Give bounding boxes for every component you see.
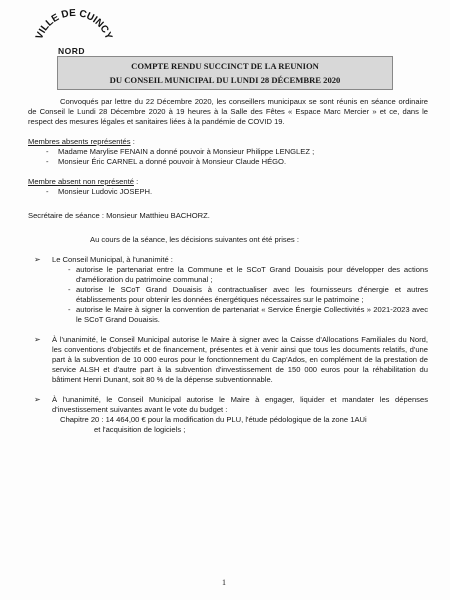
absent-represented-item: - Monsieur Éric CARNEL a donné pouvoir à Monsieur Claude HÉGO. [28,157,428,167]
decision-item-3: ➢ À l'unanimité, le Conseil Municipal autorise le Maire à engager, liquider et mandater les dépenses d'investissement suivantes avant le vote du budget : [34,395,428,414]
arrow-right-icon: ➢ [34,255,41,264]
title-line-2: DU CONSEIL MUNICIPAL DU LUNDI 28 DÉCEMBRE 2020 [109,75,341,85]
decision-1-subitem: - autorise le Maire à signer la convention de partenariat « Service Énergie Collectivités » 2021-2023 avec le SCoT Grand Douaisis. [28,305,428,325]
decision-1-subitem: - autorise le partenariat entre la Commune et le SCoT Grand Douaisis pour développer des actions d'amélioration du patrimoine communal ; [28,265,428,285]
page-number: 1 [222,578,226,587]
arrow-right-icon: ➢ [34,335,41,344]
document-body [28,97,428,435]
document-title [57,56,393,90]
secretary-line: Secrétaire de séance : Monsieur Matthieu BACHORZ. [28,211,210,220]
arrow-right-icon: ➢ [34,395,41,404]
intro-paragraph: Convoqués par lettre du 22 Décembre 2020, les conseillers municipaux se sont réunis en séance ordinaire de Conseil le Lundi 28 Décembre 2020 à 19 heures à la Salle des Fêtes « Espace Marc Mercier » et ce, dans le respect des mesures légales et sanitaires liées à la pandémie de COVID 19. [28,97,428,126]
title-line-1: COMPTE RENDU SUCCINCT DE LA REUNION [131,61,319,71]
decisions-intro: Au cours de la séance, les décisions suivantes ont été prises : [90,235,299,244]
absent-represented-heading: Membres absents représentés : [28,137,135,146]
decision-item-1: ➢ Le Conseil Municipal, à l'unanimité : [34,255,173,264]
absent-not-represented-heading: Membre absent non représenté : [28,177,139,186]
absent-represented-item: - Madame Marylise FENAIN a donné pouvoir à Monsieur Philippe LENGLEZ ; [28,147,428,157]
decision-3-subitem-continued: et l'acquisition de logiciels ; [94,425,186,434]
logo-region: NORD [58,46,86,56]
decision-1-subitem: - autorise le SCoT Grand Douaisis à contractualiser avec les fournisseurs d'énergie et autres établissements pour obtenir les données énergétiques nécessaires sur le patrimoine ; [28,285,428,305]
decision-3-subitem: - Chapitre 20 : 14 464,00 € pour la modification du PLU, l'étude pédologique de la zone 1AUi [28,415,428,425]
decision-item-2: ➢ À l'unanimité, le Conseil Municipal autorise le Maire à signer avec la Caisse d'Allocations Familiales du Nord, les conventions d'objectifs et de financement, présentes et à venir ainsi que tous les documents relatifs, d'une part à la subvention de 10 000 euros pour le fonctionnement du Cap'Ados, en complément de la prestation de service ALSH et d'autre part à la subvention d'investissement de 150 000 euros pour la réhabilitation du bâtiment Henri Dunant, soit 80 % de la dépense subventionnable. [34,335,428,384]
logo-town-name: VILLE DE CUINCY [34,7,114,42]
svg-text:VILLE DE CUINCY [34,8,114,41]
absent-not-represented-item: - Monsieur Ludovic JOSEPH. [28,187,428,197]
